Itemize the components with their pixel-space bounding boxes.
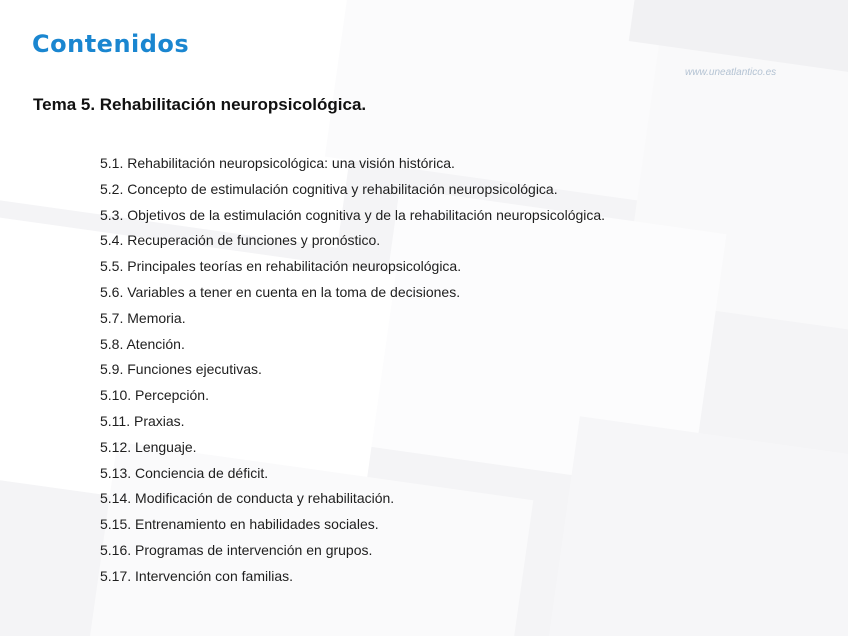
topic-item: 5.17. Intervención con familias. <box>100 567 293 584</box>
topic-item: 5.6. Variables a tener en cuenta en la toma de decisiones. <box>100 283 461 300</box>
topic-item: 5.9. Funciones ejecutivas. <box>100 361 262 378</box>
topic-item: 5.5. Principales teorías en rehabilitación neuropsicológica. <box>100 258 462 275</box>
topic-item: 5.15. Entrenamiento en habilidades sociales. <box>100 516 379 533</box>
topic-item: 5.8. Atención. <box>100 335 185 352</box>
topic-item: 5.16. Programas de intervención en grupos. <box>100 541 373 558</box>
topic-list <box>100 153 605 592</box>
topic-item: 5.2. Concepto de estimulación cognitiva y rehabilitación neuropsicológica. <box>100 180 558 197</box>
page-title: Contenidos <box>32 30 190 58</box>
topic-item: 5.12. Lenguaje. <box>100 438 197 455</box>
topic-item: 5.4. Recuperación de funciones y pronóstico. <box>100 232 381 249</box>
topic-item: 5.14. Modificación de conducta y rehabilitación. <box>100 490 395 507</box>
topic-item: 5.7. Memoria. <box>100 309 186 326</box>
topic-item: 5.13. Conciencia de déficit. <box>100 464 269 481</box>
topic-item: 5.11. Praxias. <box>100 412 185 429</box>
topic-item: 5.3. Objetivos de la estimulación cognitiva y de la rehabilitación neuropsicológica. <box>100 206 606 223</box>
website-url: www.uneatlantico.es <box>685 67 777 78</box>
section-heading: Tema 5. Rehabilitación neuropsicológica. <box>33 95 367 114</box>
topic-item: 5.1. Rehabilitación neuropsicológica: una visión histórica. <box>100 155 455 171</box>
topic-item: 5.10. Percepción. <box>100 387 209 404</box>
